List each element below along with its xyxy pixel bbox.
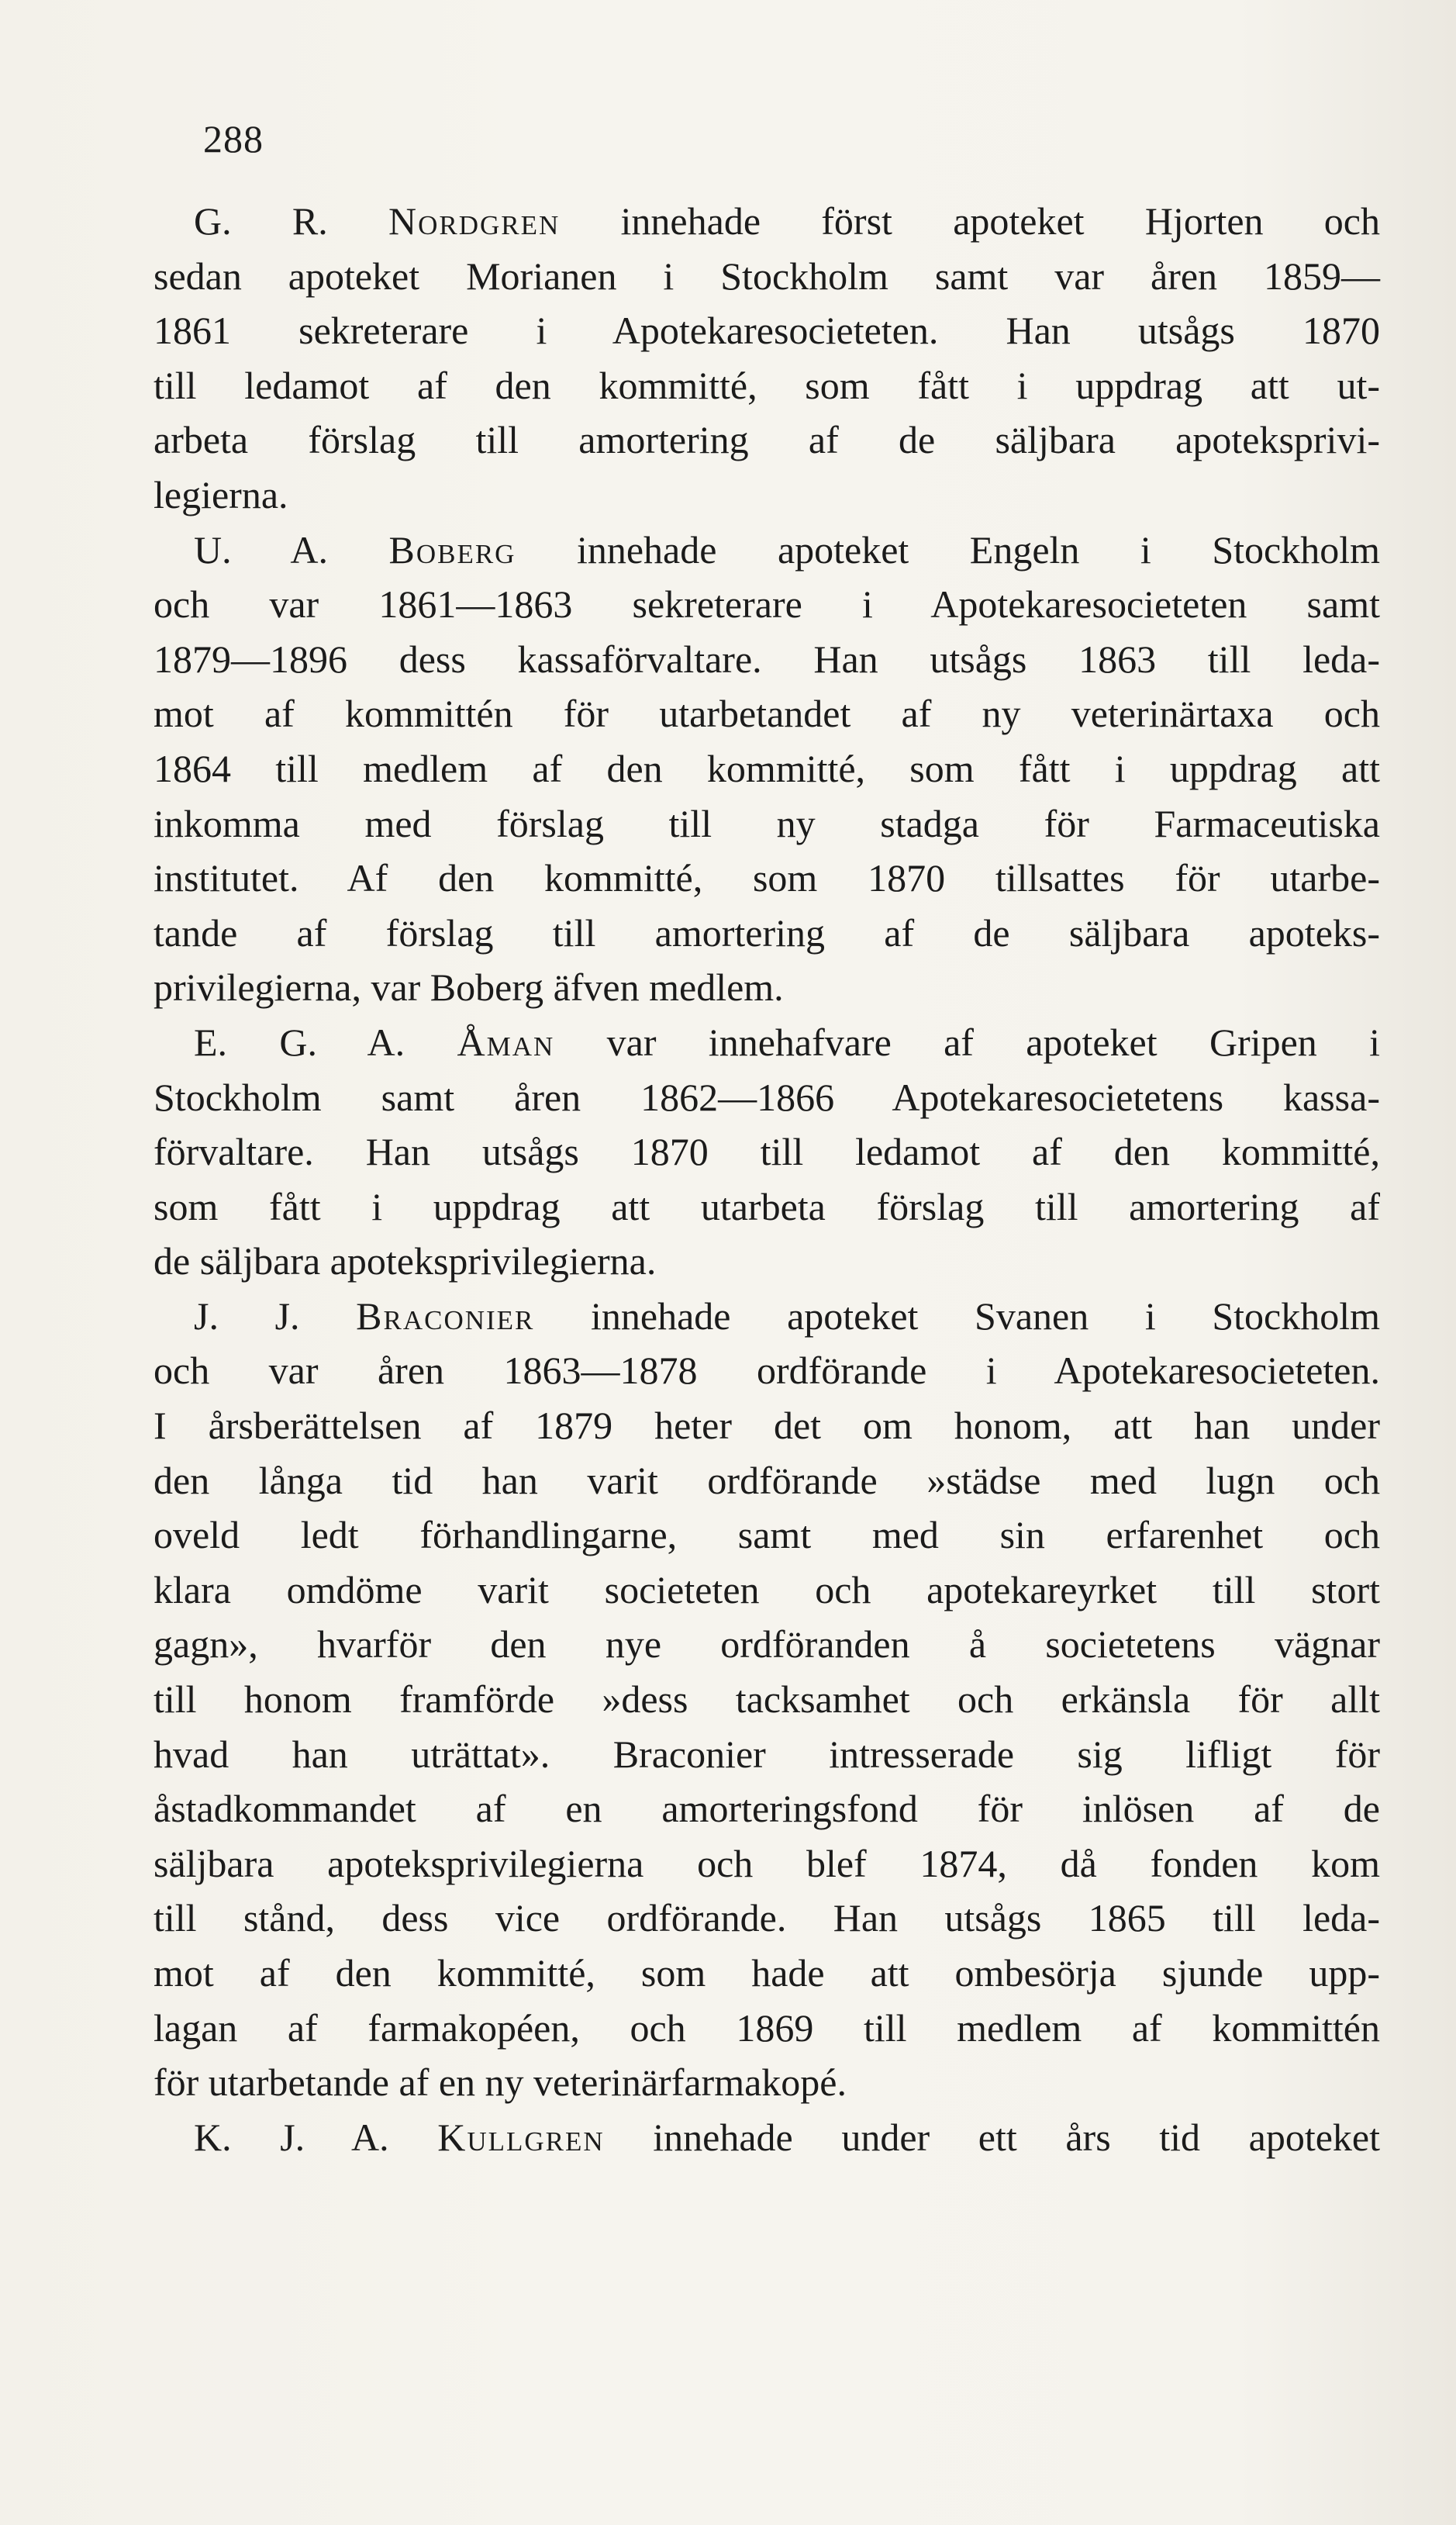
person-surname: Braconier bbox=[356, 1294, 535, 1338]
text-line: gagn», hvarför den nye ordföranden å societetens vägnar bbox=[154, 1622, 1380, 1667]
person-initials: K. J. A. bbox=[194, 2115, 389, 2159]
text-line: säljbara apoteksprivilegierna och blef 1874, då fonden kom bbox=[154, 1841, 1380, 1885]
text-line: K. J. A. Kullgren innehade under ett års tid apoteket bbox=[194, 2115, 1381, 2159]
text-line: de säljbara apoteksprivilegierna. bbox=[154, 1239, 657, 1283]
person-initials: U. A. bbox=[194, 527, 328, 572]
text-line: inkomma med förslag till ny stadga för Farmaceutiska bbox=[154, 801, 1380, 845]
text-line: 1861 sekreterare i Apotekaresocieteten. Han utsågs 1870 bbox=[154, 309, 1380, 353]
text-line: I årsberättelsen af 1879 heter det om honom, att han under bbox=[154, 1404, 1380, 1448]
person-surname: Nordgren bbox=[388, 199, 561, 243]
person-initials: G. R. bbox=[194, 199, 328, 243]
text-line: U. A. Boberg innehade apoteket Engeln i Stockholm bbox=[194, 527, 1381, 572]
text-line: privilegierna, var Boberg äfven medlem. bbox=[154, 965, 784, 1010]
text-line: hvad han uträttat». Braconier intresserade sig lifligt för bbox=[154, 1732, 1380, 1776]
text-line: förvaltare. Han utsågs 1870 till ledamot af den kommitté, bbox=[154, 1130, 1380, 1174]
text-line: sedan apoteket Morianen i Stockholm samt var åren 1859— bbox=[154, 254, 1380, 298]
text-line: 1879—1896 dess kassaförvaltare. Han utsågs 1863 till leda- bbox=[154, 637, 1380, 681]
text-line: institutet. Af den kommitté, som 1870 tillsattes för utarbe- bbox=[154, 856, 1380, 900]
text-line: för utarbetande af en ny veterinärfarmakopé. bbox=[154, 2060, 847, 2105]
text-line: E. G. A. Åman var innehafvare af apoteket Gripen i bbox=[194, 1020, 1381, 1064]
text-line: och var 1861—1863 sekreterare i Apotekaresocieteten samt bbox=[154, 582, 1380, 627]
text-line: som fått i uppdrag att utarbeta förslag till amortering af bbox=[154, 1184, 1380, 1228]
text-line: åstadkommandet af en amorteringsfond för inlösen af de bbox=[154, 1787, 1380, 1831]
text-line: oveld ledt förhandlingarne, samt med sin erfarenhet och bbox=[154, 1513, 1380, 1557]
person-surname: Åman bbox=[457, 1020, 555, 1064]
page-number: 288 bbox=[203, 117, 264, 161]
person-surname: Kullgren bbox=[437, 2115, 605, 2159]
text-line: arbeta förslag till amortering af de säljbara apoteksprivi- bbox=[154, 418, 1380, 462]
person-surname: Boberg bbox=[388, 527, 516, 572]
text-line: mot af den kommitté, som hade att ombesörja sjunde upp- bbox=[154, 1951, 1380, 1995]
text-line: tande af förslag till amortering af de säljbara apoteks- bbox=[154, 910, 1380, 955]
text-line: klara omdöme varit societeten och apotekareyrket till stort bbox=[154, 1567, 1380, 1611]
paragraph-nordgren bbox=[154, 194, 1380, 523]
body-text bbox=[154, 194, 1380, 2164]
text-line: den långa tid han varit ordförande »städse med lugn och bbox=[154, 1458, 1380, 1502]
text-line: och var åren 1863—1878 ordförande i Apotekaresocieteten. bbox=[154, 1349, 1380, 1393]
person-initials: J. J. bbox=[194, 1294, 300, 1338]
text-line: J. J. Braconier innehade apoteket Svanen i Stockholm bbox=[194, 1294, 1381, 1338]
text-line: 1864 till medlem af den kommitté, som fått i uppdrag att bbox=[154, 746, 1380, 790]
paragraph-kullgren bbox=[154, 2110, 1380, 2165]
text-line: Stockholm samt åren 1862—1866 Apotekaresocietetens kassa- bbox=[154, 1075, 1380, 1119]
paragraph-braconier bbox=[154, 1289, 1380, 2110]
paragraph-aman bbox=[154, 1015, 1380, 1289]
text-line: lagan af farmakopéen, och 1869 till medlem af kommittén bbox=[154, 2005, 1380, 2050]
text-line: G. R. Nordgren innehade först apoteket Hjorten och bbox=[194, 199, 1381, 243]
text-line: till ledamot af den kommitté, som fått i uppdrag att ut- bbox=[154, 363, 1380, 407]
text-line: till honom framförde »dess tacksamhet och erkänsla för allt bbox=[154, 1677, 1380, 1722]
text-line: mot af kommittén för utarbetandet af ny veterinärtaxa och bbox=[154, 692, 1380, 736]
person-initials: E. G. A. bbox=[194, 1020, 405, 1064]
text-line: till stånd, dess vice ordförande. Han utsågs 1865 till leda- bbox=[154, 1896, 1380, 1940]
paragraph-boberg bbox=[154, 523, 1380, 1015]
text-line: legierna. bbox=[154, 472, 288, 516]
